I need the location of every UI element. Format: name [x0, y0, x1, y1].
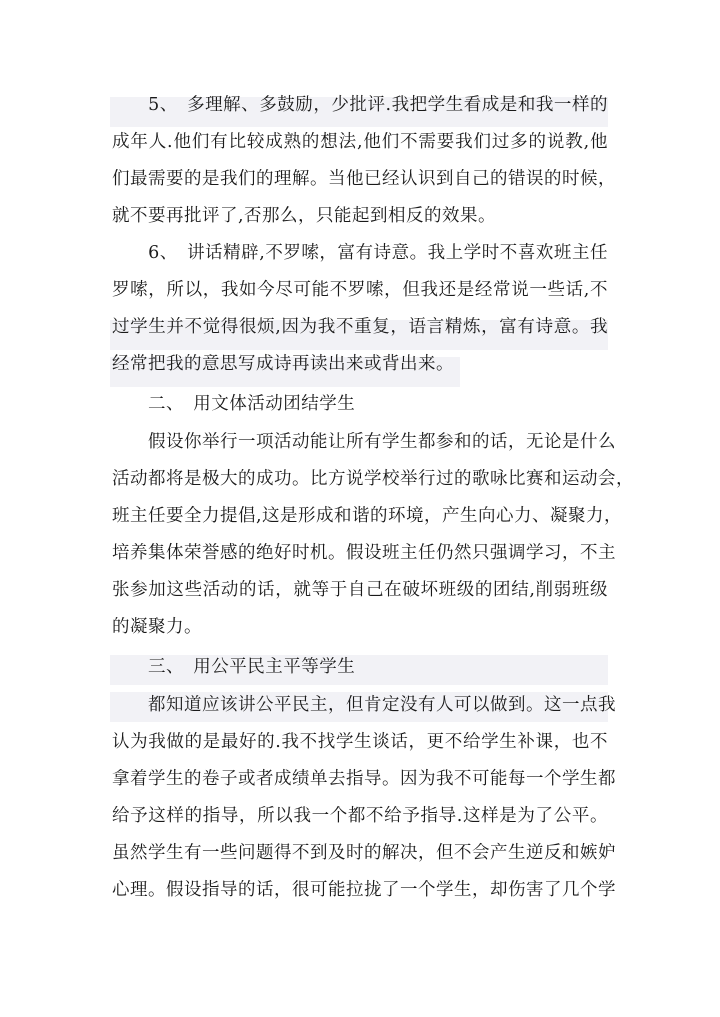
paragraph-line: 心理。假设指导的话，很可能拉拢了一个学生，却伤害了几个学 — [112, 880, 616, 900]
paragraph-line: 培养集体荣誉感的绝好时机。假设班主任仍然只强调学习，不主 — [112, 543, 616, 563]
paragraph-line: 都知道应该讲公平民主，但肯定没有人可以做到。这一点我 — [112, 695, 616, 715]
paragraph-line: 经常把我的意思写成诗再读出来或背出来。 — [112, 354, 454, 374]
paragraph-line: 罗嗦，所以，我如今尽可能不罗嗦，但我还是经常说一些话,不 — [112, 280, 608, 300]
paragraph-line: 就不要再批评了,否那么，只能起到相反的效果。 — [112, 206, 497, 226]
paragraph-line: 过学生并不觉得很烦,因为我不重复，语言精炼，富有诗意。我 — [112, 317, 608, 337]
paragraph-line: 假设你举行一项活动能让所有学生都参和的话，无论是什么 — [112, 432, 616, 452]
paragraph-line: 5、 多理解、多鼓励，少批评.我把学生看成是和我一样的 — [112, 95, 608, 115]
paragraph-line: 认为我做的是最好的.我不找学生谈话，更不给学生补课，也不 — [112, 732, 608, 752]
paragraph-line: 的凝聚力。 — [112, 617, 202, 637]
paragraph-line: 给予这样的指导，所以我一个都不给予指导.这样是为了公平。 — [112, 806, 608, 826]
paragraph-line: 活动都将是极大的成功。比方说学校举行过的歌咏比赛和运动会， — [112, 469, 634, 489]
paragraph-line: 6、 讲话精辟,不罗嗦，富有诗意。我上学时不喜欢班主任 — [112, 243, 608, 263]
paragraph-line: 张参加这些活动的话，就等于自己在破坏班级的团结,削弱班级 — [112, 580, 608, 600]
paragraph-line: 班主任要全力提倡,这是形成和谐的环境，产生向心力、凝聚力， — [112, 506, 623, 526]
paragraph-line: 们最需要的是我们的理解。当他已经认识到自己的错误的时候， — [112, 169, 616, 189]
section-heading: 二、 用文体活动团结学生 — [112, 394, 356, 414]
paragraph-line: 虽然学生有一些问题得不到及时的解决，但不会产生逆反和嫉妒 — [112, 843, 616, 863]
paragraph-line: 成年人.他们有比较成熟的想法,他们不需要我们过多的说教,他 — [112, 132, 608, 152]
paragraph-line: 拿着学生的卷子或者成绩单去指导。因为我不可能每一个学生都 — [112, 769, 616, 789]
section-heading: 三、 用公平民主平等学生 — [112, 657, 356, 677]
